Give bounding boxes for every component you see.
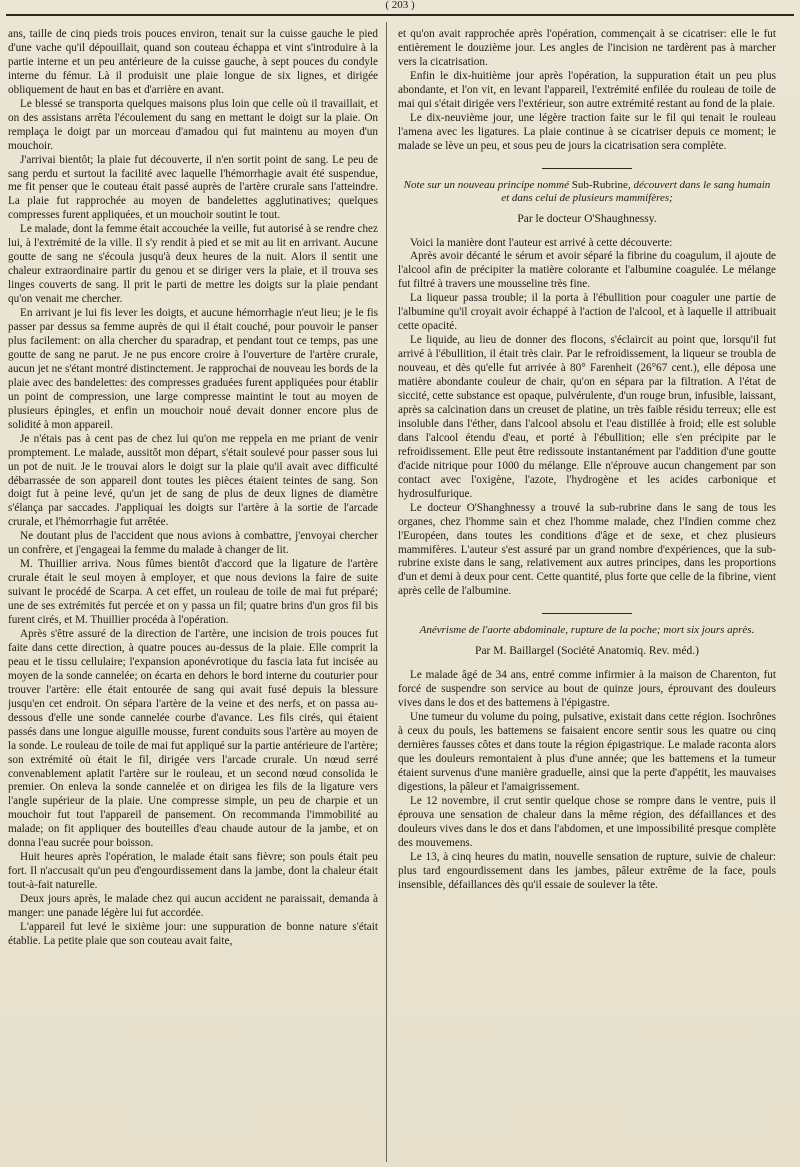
paragraph: ans, taille de cinq pieds trois pouces environ, tenait sur la cuisse gauche le pied d'une vache qu'il dépouillait, quand son couteau échappa et vint s'introduire à la partie interne et un peu antérieure de la cuisse gauche, à sept pouces du condyle interne du fémur. Là il produisit une plaie longue de six lignes, et dirigée obliquement de haut en bas et d'arrière en avant. xyxy=(8,28,378,96)
note-title-substance: Sub-Rubrine xyxy=(571,178,628,191)
paragraph: Le malade âgé de 34 ans, entré comme infirmier à la maison de Charenton, fut forcé de suspendre son service au bout de quinze jours, éprouvant des douleurs vives dans le dos et des battemens à l'épigastre. xyxy=(398,669,776,710)
page-number: ( 203 ) xyxy=(385,0,415,11)
note-title xyxy=(402,179,772,205)
paragraph: Le dix-neuvième jour, une légère traction faite sur le fil qui tenait le rouleau l'amena avec les ligatures. La plaie continue à se cicatriser depuis ce moment; le malade se lève un peu, et sous peu de jours la cicatrisation sera complète. xyxy=(398,111,776,152)
paragraph: L'appareil fut levé le sixième jour: une suppuration de bonne nature s'était établie. La petite plaie que son couteau avait faite, xyxy=(8,921,378,947)
paragraph: Voici la manière dont l'auteur est arrivé à cette découverte: xyxy=(410,236,673,249)
paragraph: Deux jours après, le malade chez qui aucun accident ne paraissait, demanda à manger: une panade légère lui fut accordée. xyxy=(8,893,378,920)
note-title-end: , découvert dans le sang humain et dans celui de plusieurs mammifères; xyxy=(501,178,771,204)
paragraph: M. Thuillier arriva. Nous fûmes bientôt d'accord que la ligature de l'artère crurale était le seul moyen à employer, et que nous devions la faire de suite suivant le procédé de Scarpa. A cet effet, un rouleau de toile de mai fut préparé; une de ses extrémités fut percée et on y passa un fil; quatre brins d'un gros fil bis furent cirés, et M. Thuillier procéda à l'opération. xyxy=(8,558,378,627)
column-divider xyxy=(386,22,387,1162)
paragraph: La liqueur passa trouble; il la porta à l'ébullition pour coaguler une partie de l'albumine qu'il croyait avoir échappé à l'action de l'alcool, et à laquelle il attribuait cette opacité. xyxy=(398,292,776,333)
paragraph: Après s'être assuré de la direction de l'artère, une incision de trois pouces fut faite dans cette direction, à quatre pouces au-dessus de la plaie. Elle comprit la peau et le tissu cellulaire; l'expansion aponévrotique du fascia lata fut incisée au moyen de la sonde cannelée; on écarta en dehors le bord interne du couturier pour trouver l'artère: elle était entourée de sang qui avait fusé depuis la blessure jusqu'en cet endroit. On sépara l'artère de la veine et des nerfs, et on passa au-dessous d'elle une sonde cannelée courbe d'avance. Les fils cirés, qui étaient passés dans une longue aiguille mousse, furent conduits sous l'artère au moyen de la sonde. Le rouleau de toile de mai fut appliqué sur la partie antérieure de l'artère; son extrémité où était le fil, dirigée vers l'arcade crurale. Un nœud serré convenablement aplatit l'artère sur le rouleau, et un second nœud consolida le premier. On enleva la sonde cannelée et on dirigea les fils de la ligature vers l'angle supérieur de la plaie. Une compresse simple, un peu de charpie et un mouchoir fut tout l'appareil de pansement. On recommanda l'immobilité au malade; on fit appliquer des bouteilles d'eau chaude autour de la jambe, et on donna l'eau sucrée pour boisson. xyxy=(8,627,378,850)
paragraph: J'arrivai bientôt; la plaie fut découverte, il n'en sortit point de sang. Le peu de sang perdu et surtout la facilité avec laquelle l'hémorrhagie avait été suspendue, me fit penser que le couteau était passé auprès de l'artère crurale sans l'atteindre. La plaie fut rapprochée au moyen de bandelettes agglutinatives; quelques compresses furent appliquées, et un mouchoir soutint le tout. xyxy=(8,153,378,222)
paragraph: Le malade, dont la femme était accouchée la veille, fut autorisé à se rendre chez lui, à l'extrémité de la ville. Il s'y rendit à pied et se mit au lit en arrivant. Aucune goutte de sang ne s'écoula jusqu'à deux heures de la nuit. Alors il sentit une chaleur extraordinaire partir du genou et se diriger vers la plaie, et il trouva ses linges couverts de sang. Il prit le parti de mettre les doigts sur la plaie pendant qu'on venait me chercher. xyxy=(8,223,378,306)
paragraph: Le 13, à cinq heures du matin, nouvelle sensation de rupture, suivie de chaleur: plus tard engourdissement dans les jambes, pâleur extrême de la face, pouls insensible, défaillances dès qu'il essaie de soulever la tête. xyxy=(398,850,776,891)
paragraph: Huit heures après l'opération, le malade était sans fièvre; son pouls était peu fort. Il n'accusait qu'un peu d'engourdissement dans la jambe, dont la chaleur était tout-à-fait naturelle. xyxy=(8,851,378,892)
paragraph: Le blessé se transporta quelques maisons plus loin que celle où il travaillait, et on des assistans arrêta l'écoulement du sang en mettant le doigt sur la plaie. On remplaça le doigt par un morceau d'amadou qui fut maintenu au moyen d'un mouchoir. xyxy=(8,97,378,152)
paragraph: Je n'étais pas à cent pas de chez lui qu'on me reppela en me priant de venir promptement. Le malade, aussitôt mon départ, s'était soulevé pour passer sous lui un pot de nuit. Je le trouvai alors le doigt sur la plaie qu'il avait avec difficulté débarrassée de son appareil dont toutes les pièces étaient teintes de sang. Son doigt fut à peine levé, qu'un jet de sang de plus de deux lignes de diamètre s'élança par saccades. J'appliquai les doigts sur l'artère à la sortie de l'arcade crurale, et l'hémorrhagie fut arrêtée. xyxy=(8,432,378,529)
note-author: Par le docteur O'Shaughnessy. xyxy=(517,212,657,225)
paragraph: En arrivant je lui fis lever les doigts, et aucune hémorrhagie n'eut lieu; je le fis passer par dessus sa femme auprès de qui il était couché, pour pouvoir le panser plus facilement: on alla chercher du sparadrap, et pendant tout ce temps, pas une goutte de sang ne parut. Je ne pus encore croire à l'ouverture de l'artère crurale, aucun jet ne s'étant montré distinctement. Je rapprochai de nouveau les bords de la plaie avec des bandelettes: des compresses graduées furent appliquées pour établir un point de compression, une large compresse maintint le tout au moyen de plusieurs épingles, et enfin un mouchoir noué devait donner encore plus de solidité à mon appareil. xyxy=(8,307,378,431)
paragraph: Le liquide, au lieu de donner des flocons, s'éclaircit au point que, lorsqu'il fut arrivé à l'ébullition, il était très clair. Par le refroidissement, la liqueur se troubla de nouveau, et dès qu'elle fut arrivée à 80° Farenheit (26°67 cent.), elle déposa une matière abondante couleur de chair, qu'on en sépara par la filtration. A l'état de siccité, cette substance est opaque, pulvérulente, d'un rouge brun, infusible, laissant, après sa calcination dans un creuset de platine, un très faible résidu terreux; elle est insoluble dans l'éther, dans l'alcool absolu et l'eau distillée à froid; elle est soluble dans l'alcool étendu d'eau, et porté à l'ébullition; elle s'en précipite par le refroidissement. Elle peut être redissoute instantanément par l'addition d'une goutte d'acide nitrique pour 1000 du mélange. Elle n'éprouve aucun changement par son contact avec l'oxigène, l'azote, l'hydrogène et les acides carbonique et hydrosulfurique. xyxy=(398,334,776,500)
note-title-start: Note sur un nouveau principe nommé xyxy=(403,178,572,191)
section-rule xyxy=(542,613,632,614)
case-author: Par M. Baillargel (Société Anatomiq. Rev. méd.) xyxy=(475,645,699,658)
top-rule xyxy=(6,14,794,16)
paragraph: Le 12 novembre, il crut sentir quelque chose se rompre dans le ventre, puis il éprouva une sensation de chaleur dans la même région, des défaillances et des douleurs vives dans le dos et dans l'abdomen, et une impossibilité presque complète des mouvemens. xyxy=(398,794,776,849)
left-column xyxy=(8,28,378,949)
section-rule xyxy=(542,168,632,169)
case-heading: Anévrisme de l'aorte abdominale, rupture de la poche; mort six jours après. xyxy=(419,624,755,637)
paragraph: Enfin le dix-huitième jour après l'opération, la suppuration était un peu plus abondante, et l'on vit, en levant l'appareil, l'extrémité enfilée du rouleau de toile de mai qui s'était dirigée vers l'extérieur, son autre extrémité restant au fond de la plaie. xyxy=(398,69,776,110)
paragraph: et qu'on avait rapprochée après l'opération, commençait à se cicatriser: elle le fut entièrement le douzième jour. Les angles de l'incision ne tardèrent pas à marcher vers la cicatrisation. xyxy=(398,28,776,68)
right-column xyxy=(398,28,776,893)
paragraph: Une tumeur du volume du poing, pulsative, existait dans cette région. Isochrônes à ceux du pouls, les battemens se faisaient encore sentir sous les quatre ou cinq dernières fausses côtes et dans toute la région épigastrique. Le malade raconta alors que les douleurs remontaient à plus d'une année; que les battemens et la tumeur étaient survenus d'une manière graduelle, ainsi que la perte d'appétit, les mauvaises digestions, la pâleur et l'amaigrissement. xyxy=(398,711,776,793)
paragraph: Ne doutant plus de l'accident que nous avions à combattre, j'envoyai chercher un confrère, et j'engageai la femme du malade à changer de lit. xyxy=(8,530,378,557)
paragraph: Après avoir décanté le sérum et avoir séparé la fibrine du coagulum, il ajoute de l'alcool afin de précipiter la matière colorante et l'albumine coagulée. Le mélange fut filtré à travers une mousseline très fine. xyxy=(398,250,776,291)
paragraph: Le docteur O'Shanghnessy a trouvé la sub-rubrine dans le sang de tous les organes, chez l'homme sain et chez l'homme malade, chez l'Indien comme chez l'Européen, dans toutes les conditions d'âge et de sexe, et chez plusieurs mammifères. L'auteur s'est assuré par un grand nombre d'expériences, que la sub-rubrine existe dans le sang, relativement aux autres principes, dans les proportions d'un et demi à deux pour cent. Cette quantité, plus forte que celle de la fibrine, vient après celle de l'albumine. xyxy=(398,501,776,598)
